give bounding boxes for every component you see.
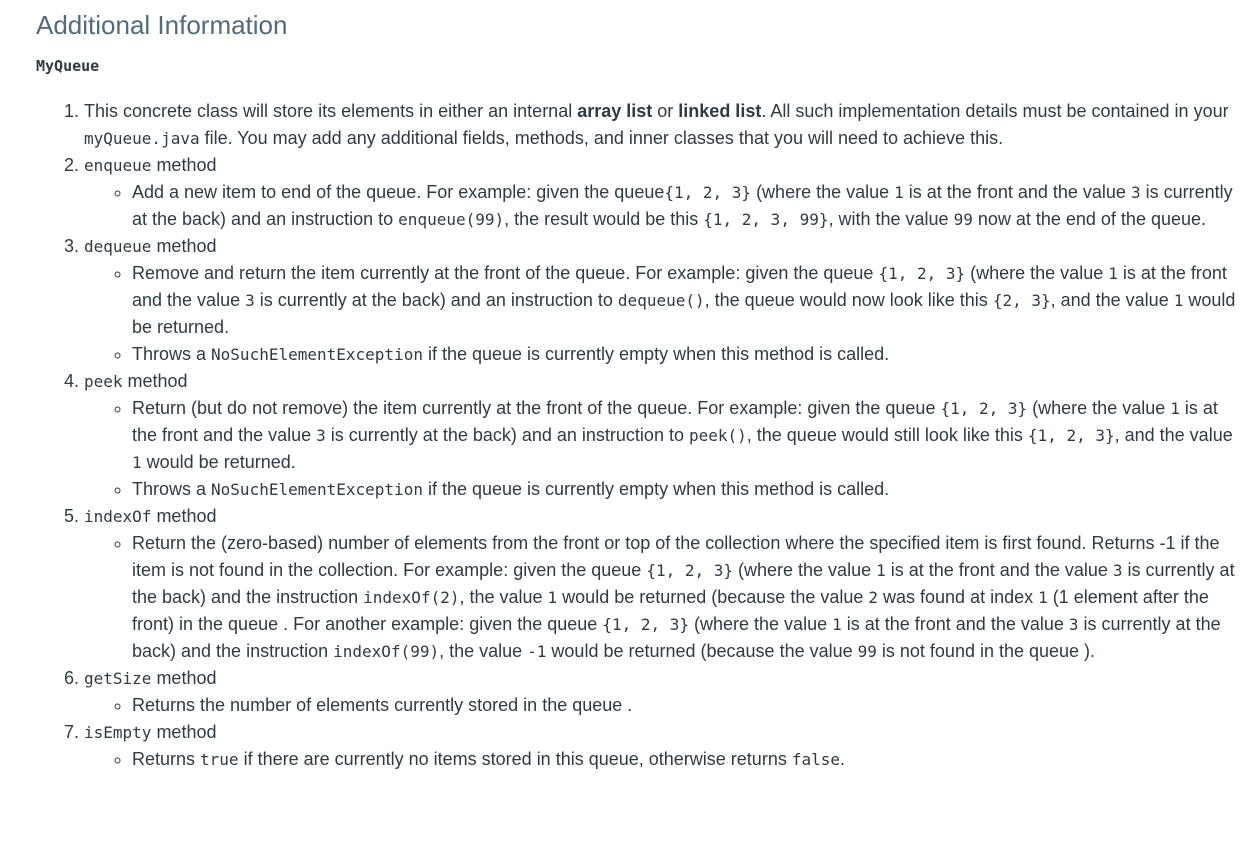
indexof-bullets bbox=[84, 530, 1242, 665]
method-name: dequeue bbox=[84, 237, 152, 256]
bullet-item: ◦ Throws a NoSuchElementException if the queue is currently empty when this method is called. bbox=[132, 476, 1242, 503]
method-name: enqueue bbox=[84, 156, 152, 175]
requirements-list bbox=[36, 98, 1242, 773]
list-item-isempty: 7. isEmpty method ◦ Returns true if there are currently no items stored in this queue, otherwise returns false. bbox=[84, 719, 1242, 773]
list-item-peek: 4. peek method ◦ Return (but do not remove) the item currently at the front of the queue. For example: given the queue {1, 2, 3} (where the value 1 is at the front and the value 3 is currently at the back) and an instruction to peek(), the queue would still look like this {1, 2, 3}, and the value 1 would be returned. ◦ Throws a NoSuchElementException if the queue is currently empty when this method is called. bbox=[84, 368, 1242, 503]
bold-linked-list: linked list bbox=[678, 101, 762, 121]
method-name: peek bbox=[84, 372, 123, 391]
method-name: isEmpty bbox=[84, 723, 152, 742]
list-item-1: 1. This concrete class will store its elements in either an internal array list or linked list. All such implementation details must be contained in your myQueue.java file. You may add any additional fields, methods, and inner classes that you will need to achieve this. bbox=[84, 98, 1242, 152]
list-item-indexof: 5. indexOf method ◦ Return the (zero-based) number of elements from the front or top of the collection where the specified item is first found. Returns -1 if the item is not found in the collection. For example: given the queue {1, 2, 3} (where the value 1 is at the front and the value 3 is currently at the back) and the instruction indexOf(2), the value 1 would be returned (because the value 2 was found at index 1 (1 element after the front) in the queue . For another example: given the queue {1, 2, 3} (where the value 1 is at the front and the value 3 is currently at the back) and the instruction indexOf(99), the value -1 would be returned (because the value 99 is not found in the queue ). bbox=[84, 503, 1242, 665]
bullet-item: ◦ Return the (zero-based) number of elements from the front or top of the collection where the specified item is first found. Returns -1 if the item is not found in the collection. For example: given the queue {1, 2, 3} (where the value 1 is at the front and the value 3 is currently at the back) and the instruction indexOf(2), the value 1 would be returned (because the value 2 was found at index 1 (1 element after the front) in the queue . For another example: given the queue {1, 2, 3} (where the value 1 is at the front and the value 3 is currently at the back) and the instruction indexOf(99), the value -1 would be returned (because the value 99 is not found in the queue ). bbox=[132, 530, 1242, 665]
file-name-code: myQueue.java bbox=[84, 129, 200, 148]
enqueue-bullets bbox=[84, 179, 1242, 233]
getsize-bullets bbox=[84, 692, 1242, 719]
method-name: getSize bbox=[84, 669, 152, 688]
peek-bullets bbox=[84, 395, 1242, 503]
bold-array-list: array list bbox=[577, 101, 653, 121]
bullet-item: ◦ Returns the number of elements currently stored in the queue . bbox=[132, 692, 1242, 719]
bullet-item: ◦ Returns true if there are currently no items stored in this queue, otherwise returns false. bbox=[132, 746, 1242, 773]
bullet-item: ◦ Add a new item to end of the queue. For example: given the queue{1, 2, 3} (where the value 1 is at the front and the value 3 is currently at the back) and an instruction to enqueue(99), the result would be this {1, 2, 3, 99}, with the value 99 now at the end of the queue. bbox=[132, 179, 1242, 233]
bullet-item: ◦ Throws a NoSuchElementException if the queue is currently empty when this method is called. bbox=[132, 341, 1242, 368]
list-item-enqueue: 2. enqueue method ◦ Add a new item to end of the queue. For example: given the queue{1, 2, 3} (where the value 1 is at the front and the value 3 is currently at the back) and an instruction to enqueue(99), the result would be this {1, 2, 3, 99}, with the value 99 now at the end of the queue. bbox=[84, 152, 1242, 233]
class-name: MyQueue bbox=[36, 57, 100, 75]
isempty-bullets bbox=[84, 746, 1242, 773]
bullet-item: ◦ Return (but do not remove) the item currently at the front of the queue. For example: given the queue {1, 2, 3} (where the value 1 is at the front and the value 3 is currently at the back) and an instruction to peek(), the queue would still look like this {1, 2, 3}, and the value 1 would be returned. bbox=[132, 395, 1242, 476]
method-name: indexOf bbox=[84, 507, 152, 526]
list-item-dequeue: 3. dequeue method ◦ Remove and return the item currently at the front of the queue. For example: given the queue {1, 2, 3} (where the value 1 is at the front and the value 3 is currently at the back) and an instruction to dequeue(), the queue would now look like this {2, 3}, and the value 1 would be returned. ◦ Throws a NoSuchElementException if the queue is currently empty when this method is called. bbox=[84, 233, 1242, 368]
list-item-getsize: 6. getSize method ◦ Returns the number of elements currently stored in the queue . bbox=[84, 665, 1242, 719]
dequeue-bullets bbox=[84, 260, 1242, 368]
bullet-item: ◦ Remove and return the item currently at the front of the queue. For example: given the queue {1, 2, 3} (where the value 1 is at the front and the value 3 is currently at the back) and an instruction to dequeue(), the queue would now look like this {2, 3}, and the value 1 would be returned. bbox=[132, 260, 1242, 341]
section-heading: Additional Information bbox=[36, 10, 288, 40]
